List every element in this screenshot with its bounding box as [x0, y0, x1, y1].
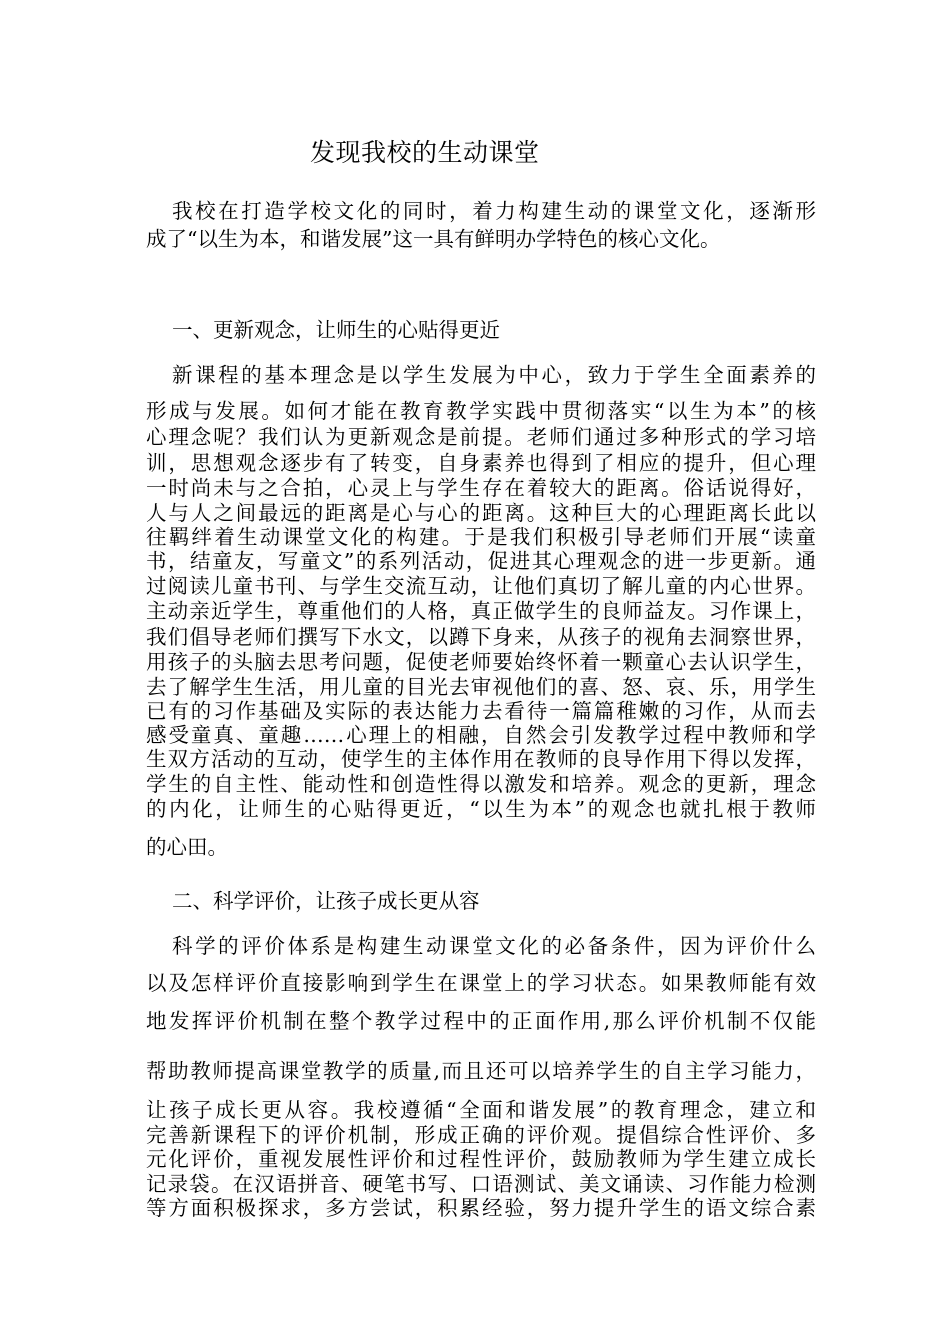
- paragraph-line: 去了解学生生活，用儿童的目光去审视他们的喜、怒、哀、乐，用学生: [146, 675, 816, 699]
- paragraph-line: 等方面积极探求，多方尝试，积累经验，努力提升学生的语文综合素: [146, 1196, 816, 1220]
- paragraph-line: 地发挥评价机制在整个教学过程中的正面作用,那么评价机制不仅能: [146, 1009, 816, 1033]
- paragraph-line: 已有的习作基础及实际的表达能力去看待一篇篇稚嫩的习作，从而去: [146, 699, 816, 723]
- paragraph-line: 往羁绊着生动课堂文化的构建。于是我们积极引导老师们开展“读童: [146, 525, 816, 549]
- paragraph-line: 心理念呢？我们认为更新观念是前提。老师们通过多种形式的学习培: [146, 425, 816, 449]
- section-1-heading: 一、更新观念，让师生的心贴得更近: [172, 318, 500, 342]
- paragraph-line: 让孩子成长更从容。我校遵循“全面和谐发展”的教育理念，建立和: [146, 1098, 816, 1122]
- paragraph-line: 帮助教师提高课堂教学的质量,而且还可以培养学生的自主学习能力，: [146, 1059, 816, 1083]
- paragraph-line: 过阅读儿童书刊、与学生交流互动，让他们真切了解儿童的内心世界。: [146, 574, 816, 598]
- paragraph-line: 一时尚未与之合拍，心灵上与学生存在着较大的距离。俗话说得好，: [146, 476, 816, 500]
- paragraph-line: 记录袋。在汉语拼音、硬笔书写、口语测试、美文诵读、习作能力检测: [146, 1172, 816, 1196]
- paragraph-line: 以及怎样评价直接影响到学生在课堂上的学习状态。如果教师能有效: [146, 971, 816, 995]
- paragraph-line: 新课程的基本理念是以学生发展为中心，致力于学生全面素养的: [172, 363, 816, 387]
- paragraph-line: 训，思想观念逐步有了转变，自身素养也得到了相应的提升，但心理: [146, 451, 816, 475]
- section-2-heading: 二、科学评价，让孩子成长更从容: [172, 889, 480, 913]
- paragraph-line: 科学的评价体系是构建生动课堂文化的必备条件，因为评价什么: [172, 934, 816, 958]
- paragraph-line: 学生的自主性、能动性和创造性得以激发和培养。观念的更新，理念: [146, 772, 816, 796]
- paragraph-line: 形成与发展。如何才能在教育教学实践中贯彻落实“以生为本”的核: [146, 399, 816, 423]
- paragraph-line: 的心田。: [146, 835, 228, 859]
- paragraph-line: 元化评价，重视发展性评价和过程性评价，鼓励教师为学生建立成长: [146, 1147, 816, 1171]
- document-title: 发现我校的生动课堂: [310, 138, 540, 167]
- paragraph-line: 主动亲近学生，尊重他们的人格，真正做学生的良师益友。习作课上，: [146, 599, 816, 623]
- paragraph-line: 人与人之间最远的距离是心与心的距离。这种巨大的心理距离长此以: [146, 501, 816, 525]
- intro-line: 成了“以生为本，和谐发展”这一具有鲜明办学特色的核心文化。: [146, 227, 721, 251]
- intro-line: 我校在打造学校文化的同时，着力构建生动的课堂文化，逐渐形: [172, 199, 816, 223]
- paragraph-line: 用孩子的头脑去思考问题，促使老师要始终怀着一颗童心去认识学生，: [146, 650, 816, 674]
- paragraph-line: 感受童真、童趣……心理上的相融，自然会引发教学过程中教师和学: [146, 723, 816, 747]
- paragraph-line: 完善新课程下的评价机制，形成正确的评价观。提倡综合性评价、多: [146, 1123, 816, 1147]
- paragraph-line: 的内化，让师生的心贴得更近，“以生为本”的观念也就扎根于教师: [146, 797, 816, 821]
- paragraph-line: 书，结童友，写童文”的系列活动，促进其心理观念的进一步更新。通: [146, 549, 816, 573]
- paragraph-line: 我们倡导老师们撰写下水文，以蹲下身来，从孩子的视角去洞察世界，: [146, 625, 816, 649]
- paragraph-line: 生双方活动的互动，使学生的主体作用在教师的良导作用下得以发挥，: [146, 747, 816, 771]
